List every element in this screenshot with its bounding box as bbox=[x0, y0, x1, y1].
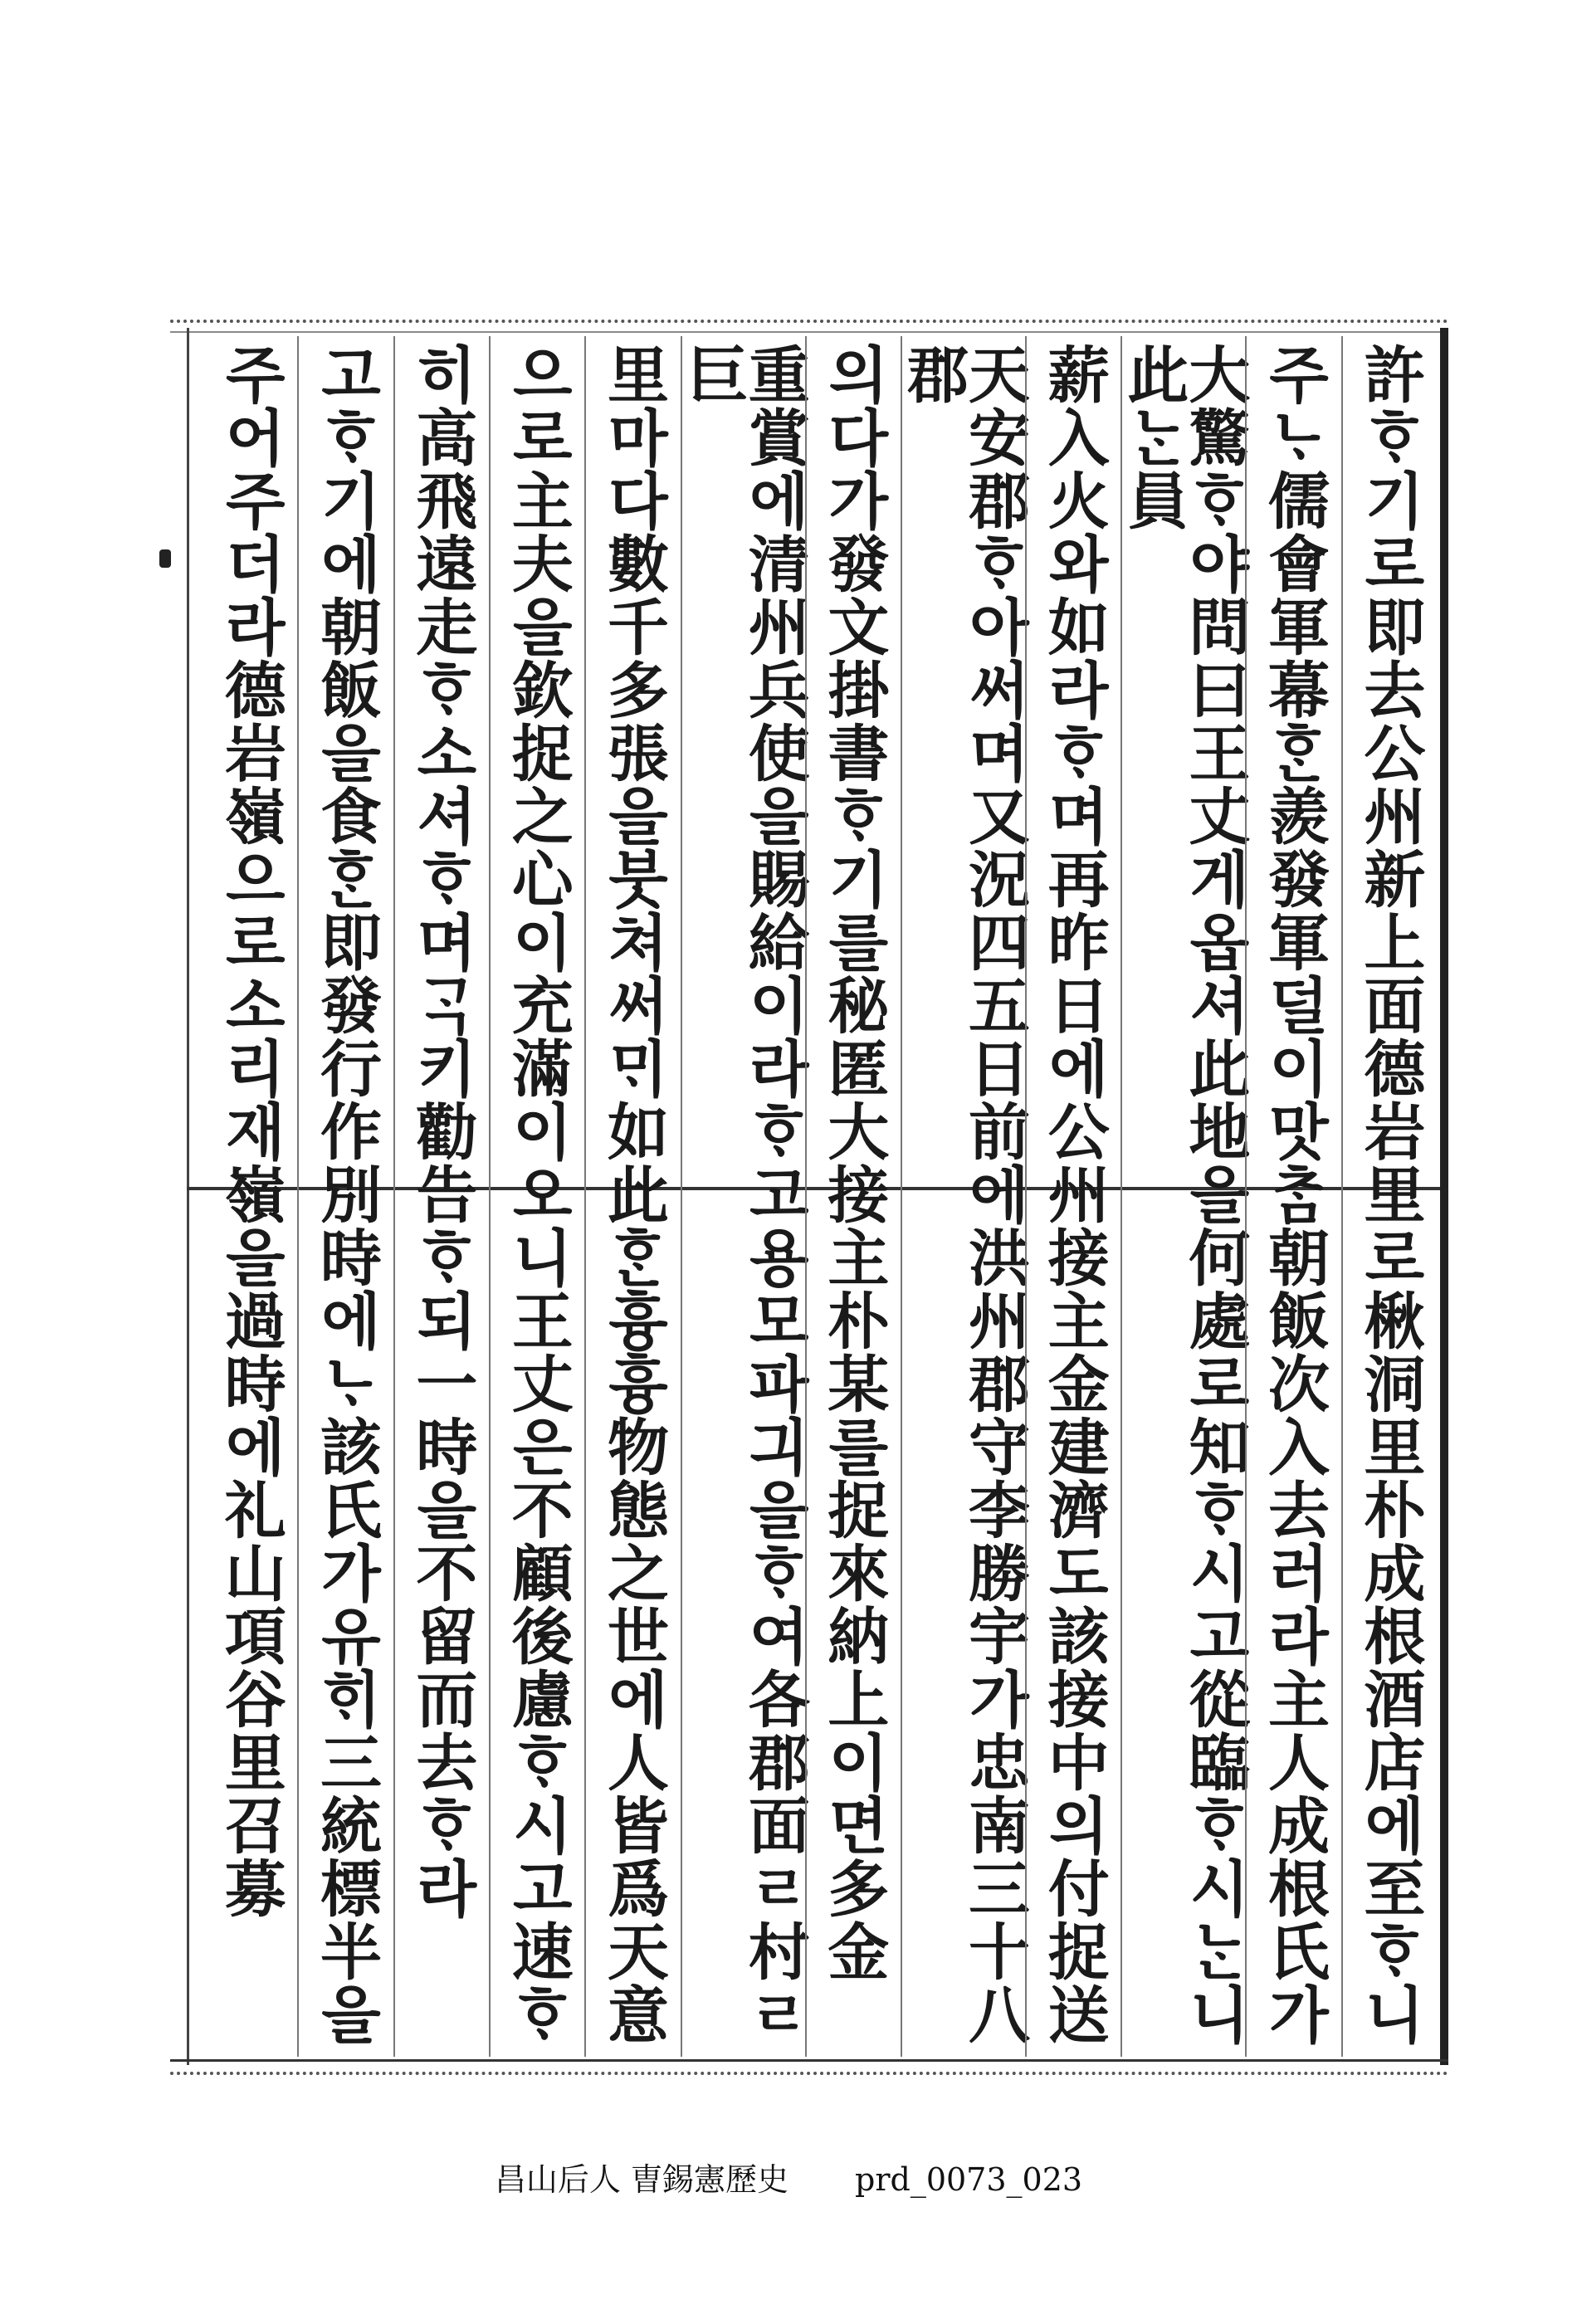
text-column-12: 주어주더라德岩嶺으로소리재嶺을過時에礼山項谷里召募 bbox=[214, 343, 286, 1920]
text-column-1: 許ᄒᆞ기로即去公州新上面德岩里로楸洞里朴成根酒店에至ᄒᆞ니 bbox=[1341, 336, 1437, 2057]
bottom-border bbox=[170, 2059, 1448, 2075]
text-column-5: 天安郡ᄒᆞ아써며又況四五日前에洪州郡守李勝宇가忠南三十八郡 bbox=[901, 336, 1025, 2057]
margin-ink-mark bbox=[159, 549, 171, 568]
caption-title: 昌山后人 曺錫憲歷史 bbox=[494, 2161, 789, 2198]
text-columns bbox=[203, 336, 1437, 2057]
text-column-7: 重賞에清州兵使을賜給이라ᄒᆞ고용모파긔을ᄒᆞ여各郡面ㄹ村ㄹ巨 bbox=[681, 336, 805, 2057]
top-border bbox=[170, 320, 1448, 333]
right-border bbox=[1440, 328, 1448, 2065]
text-column-4: 薪入火와如라ᄒᆞ며再昨日에公州接主金建濟도該接中의付捉送 bbox=[1025, 336, 1120, 2057]
text-column-11: 고ᄒᆞ기에朝飯을食ᄒᆞᆫ即發行作別時에ᄂᆞ該氏가유ᄒᆡ三統標半을 bbox=[297, 336, 393, 2057]
page-caption bbox=[0, 2154, 1577, 2200]
text-column-9: 으로主夫을欽捉之心이充滿이오니王丈은不顧後慮ᄒᆞ시고速ᄒᆞ bbox=[489, 336, 584, 2057]
text-column-3: 大驚ᄒᆞ야問曰王丈게옵셔此地을何處로知ᄒᆞ시고從臨ᄒᆞ시ᄂᆞᆫ니此ᄂᆞᆫ員 bbox=[1120, 336, 1245, 2057]
left-border bbox=[187, 328, 189, 2065]
text-column-10: 히高飛遠走ᄒᆞ소셔ᄒᆞ며ᄀᆞᆨ키勸告ᄒᆞ되一時을不留而去ᄒᆞ라 bbox=[393, 336, 489, 2057]
manuscript-page bbox=[170, 320, 1448, 2075]
caption-code: prd_0073_023 bbox=[855, 2161, 1083, 2198]
text-column-2: 주ᄂᆞ儒會軍幕ᄒᆞᆫ羨發軍덜이맛ᄎᆞᆷ朝飯次入去러라主人成根氏가 bbox=[1245, 336, 1340, 2057]
text-column-6: 의다가發文掛書ᄒᆞ기를秘匿大接主朴某를捉來納上이면多金 bbox=[805, 336, 901, 2057]
text-column-8: 里마다數千多張을붓쳐써ᄆᆡ如此ᄒᆞᆫ흉흉物態之世에人皆爲天意 bbox=[584, 336, 680, 2057]
